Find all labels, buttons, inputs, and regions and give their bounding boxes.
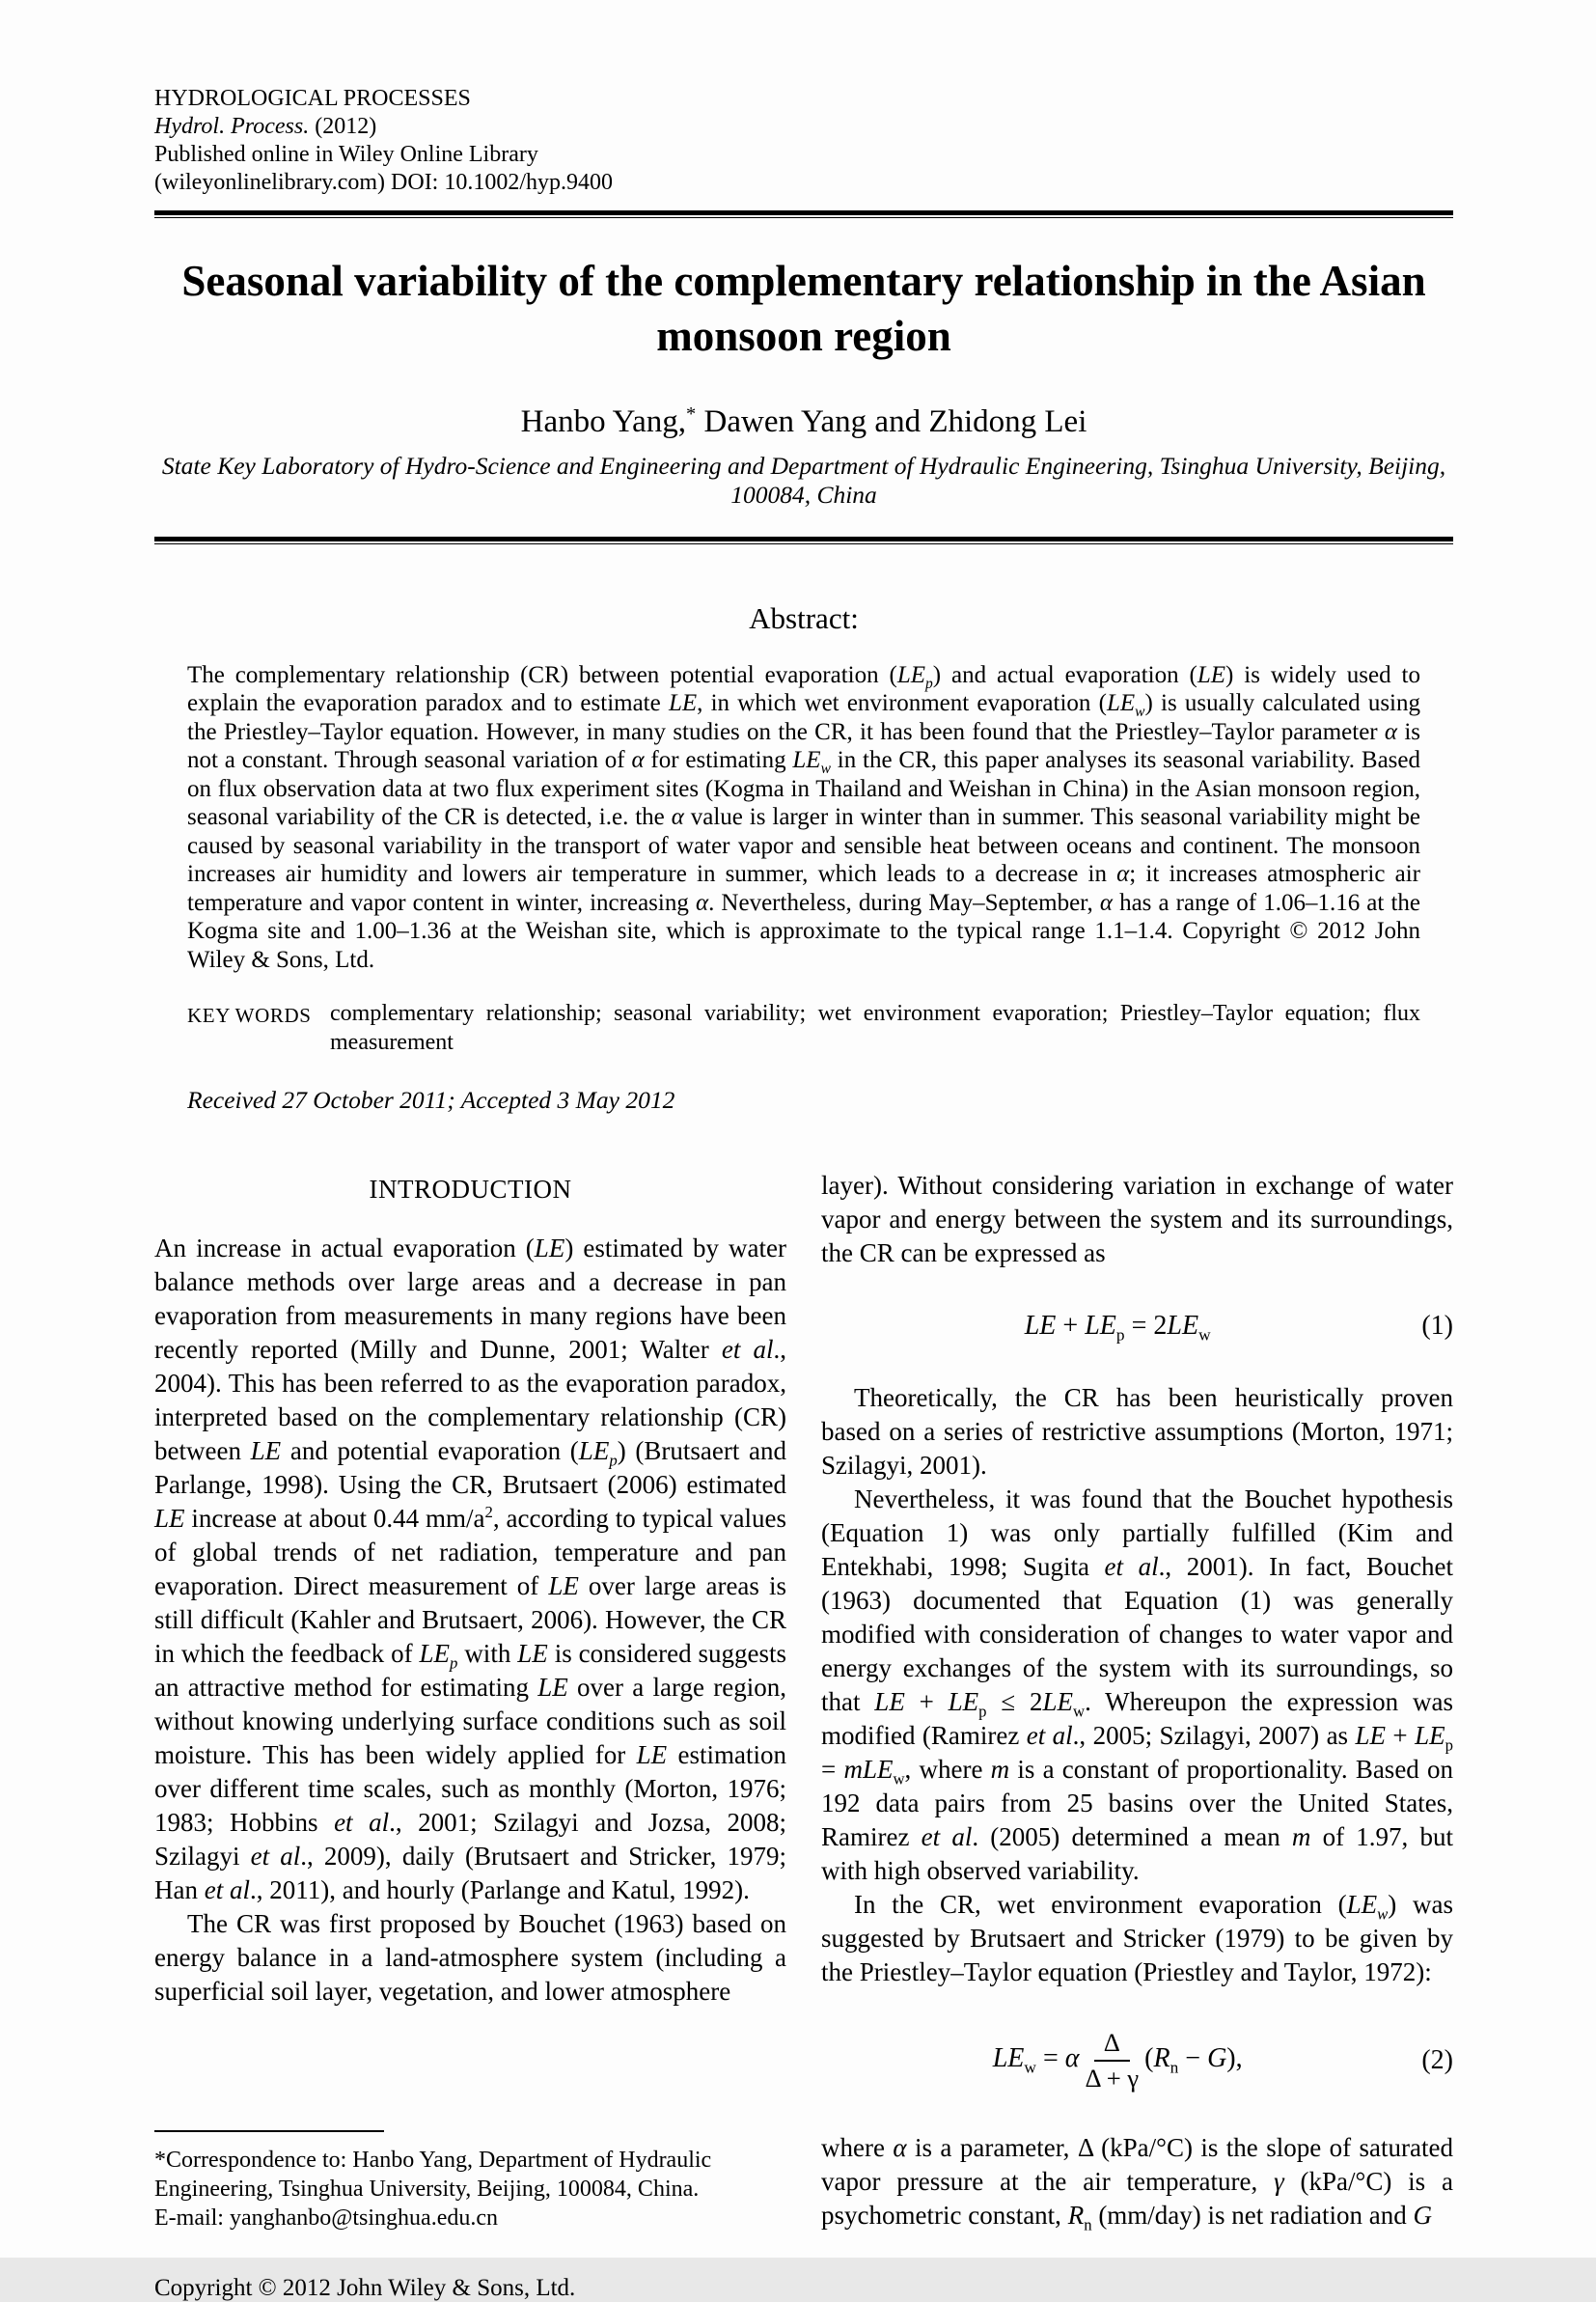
fraction-denominator: Δ + γ <box>1085 2063 1140 2093</box>
equation-1 <box>821 1309 1453 1343</box>
right-column <box>821 1169 1453 2233</box>
top-rule <box>154 210 1453 219</box>
intro-paragraph-1: An increase in actual evaporation (LE) estimated by water balance methods over large areas and a decrease in pan evaporation from measurements in many regions have been recently reported (Milly and Dunne, 2001; Walter et al., 2004). This has been referred to as the evaporation paradox, interpreted based on the complementary relationship (CR) between LE and potential evaporation $(LE_p)$ (Brutsaert and Parlange, 1998). Using the CR, Brutsaert (2006) estimated LE increase at about 0.44 $mm/a^2$, according to typical values of global trends of net radiation, temperature and pan evaporation. Direct measurement of LE over large areas is still difficult (Kahler and Brutsaert, 2006). However, the CR in which the feedback of $LE_p$ with LE is considered suggests an attractive method for estimating LE over a large region, without knowing underlying surface conditions such as soil moisture. This has been widely applied for LE estimation over different time scales, such as monthly (Morton, 1976; 1983; Hobbins et al., 2001; Szilagyi and Jozsa, 2008; Szilagyi et al., 2009), daily (Brutsaert and Stricker, 1979; Han et al., 2011), and hourly (Parlange and Katul, 1992). <box>154 1234 787 1905</box>
equation-2-fraction <box>1085 2028 1139 2093</box>
abstract-text: The complementary relationship (CR) between potential evaporation $(LE_p)$ and actual evaporation (LE) is widely used to explain the evaporation paradox and to estimate LE, in which wet environment evaporation $(LE_w)$ is usually calculated using the Priestley–Taylor equation. However, in many studies on the CR, it has been found that the Priestley–Taylor parameter α is not a constant. Through seasonal variation of α for estimating $LE_w$ in the CR, this paper analyses its seasonal variability. Based on flux observation data at two flux experiment sites (Kogma in Thailand and Weishan in China) in the Asian monsoon region, seasonal variability of the CR is detected, i.e. the α value is larger in winter than in summer. This seasonal variability might be caused by seasonal variability in the transport of water vapor and sensible heat between oceans and continent. The monsoon increases air humidity and lowers air temperature in summer, which leads to a decrease in α; it increases atmospheric air temperature and vapor content in winter, increasing α. Nevertheless, during May–September, α has a range of 1.06–1.16 at the Kogma site and 1.00–1.36 at the Weishan site, which is approximate to the typical range 1.1–1.4. Copyright © 2012 John Wiley & Sons, Ltd. <box>187 661 1420 973</box>
keywords-row <box>187 999 1420 1057</box>
journal-citation: Hydrol. Process. (2012) <box>154 114 377 139</box>
introduction-heading: INTRODUCTION <box>369 1175 572 1205</box>
footnote <box>154 2130 786 2233</box>
body-paragraph-theoretically: Theoretically, the CR has been heuristically proven based on a series of restrictive assumptions (Morton, 1971; Szilagyi, 2001). <box>821 1383 1453 1481</box>
equation-2-lhs: $LE_w = \alpha$ <box>992 2043 1080 2077</box>
keywords-text: complementary relationship; seasonal variability; wet environment evaporation; Priestley–Taylor equation; flux measurement <box>330 1001 1420 1056</box>
left-column <box>154 1169 786 2233</box>
intro-paragraph-2: The CR was first proposed by Bouchet (1963) based on energy balance in a land-atmosphere system (including a superficial soil layer, vegetation, and lower atmosphere <box>154 1909 786 2007</box>
received-accepted-line: Received 27 October 2011; Accepted 3 May 2012 <box>187 1086 675 1115</box>
equation-2 <box>821 2028 1453 2093</box>
published-online-line: Published online in Wiley Online Library <box>154 142 538 167</box>
doi-line: (wileyonlinelibrary.com) DOI: 10.1002/hyp.9400 <box>154 170 614 195</box>
abstract-section <box>154 601 1453 1115</box>
keywords-label: KEY WORDS <box>187 1004 312 1028</box>
copyright-line: Copyright © 2012 John Wiley & Sons, Ltd. <box>154 2275 576 2302</box>
equation-1-number: (1) <box>1421 1311 1453 1342</box>
email-note: E-mail: yanghanbo@tsinghua.edu.cn <box>154 2205 499 2232</box>
equation-1-body: LE + $LE_p = 2LE_w$ <box>1024 1311 1211 1345</box>
authors-line: Hanbo Yang,* Dawen Yang and Zhidong Lei <box>520 403 1087 439</box>
body-columns <box>154 1169 1453 2233</box>
equation-2-rhs: $(R_n - G)$, <box>1144 2043 1243 2077</box>
abstract-heading: Abstract: <box>749 601 859 635</box>
footnote-rule <box>154 2130 384 2132</box>
body-paragraph-continuation: layer). Without considering variation in exchange of water vapor and energy between the system and its surroundings, the CR can be expressed as <box>821 1171 1453 1268</box>
journal-header <box>154 85 1453 197</box>
body-paragraph-nevertheless: Nevertheless, it was found that the Bouchet hypothesis (Equation 1) was only partially fulfilled (Kim and Entekhabi, 1998; Sugita et al., 2001). In fact, Bouchet (1963) documented that Equation (1) was generally modified with consideration of changes to water vapor and energy exchanges of the system with its surroundings, so that LE + $LE_p \le 2LE_w$. Whereupon the expression was modified (Ramirez et al., 2005; Szilagyi, 2007) as LE + $LE_p = mLE_w$, where m is a constant of proportionality. Based on 192 data pairs from 25 basins over the United States, Ramirez et al. (2005) determined a mean m of 1.97, but with high observed variability. <box>821 1484 1454 1886</box>
body-paragraph-where: where α is a parameter, Δ (kPa/°C) is the slope of saturated vapor pressure at the air temperature, γ (kPa/°C) is a psychometric constant, $R_n$ (mm/day) is net radiation and G <box>821 2133 1453 2234</box>
equation-2-number: (2) <box>1421 2045 1453 2076</box>
paper-title: Seasonal variability of the complementary relationship in the Asian monsoon region <box>181 257 1426 360</box>
equation-2-body <box>821 2028 1414 2093</box>
correspondence-note: *Correspondence to: Hanbo Yang, Department of Hydraulic Engineering, Tsinghua University, Beijing, 100084, China. <box>154 2148 712 2203</box>
journal-name: HYDROLOGICAL PROCESSES <box>154 86 471 111</box>
body-paragraph-in-the-cr: In the CR, wet environment evaporation $(LE_w)$ was suggested by Brutsaert and Stricker (1979) to be given by the Priestley–Taylor equation (Priestley and Taylor, 1972): <box>821 1890 1453 1987</box>
fraction-numerator: Δ <box>1094 2028 1130 2062</box>
affiliation: State Key Laboratory of Hydro-Science and Engineering and Department of Hydraulic Engineering, Tsinghua University, Beijing, 100084, China <box>161 452 1446 509</box>
affiliation-rule <box>154 537 1453 545</box>
